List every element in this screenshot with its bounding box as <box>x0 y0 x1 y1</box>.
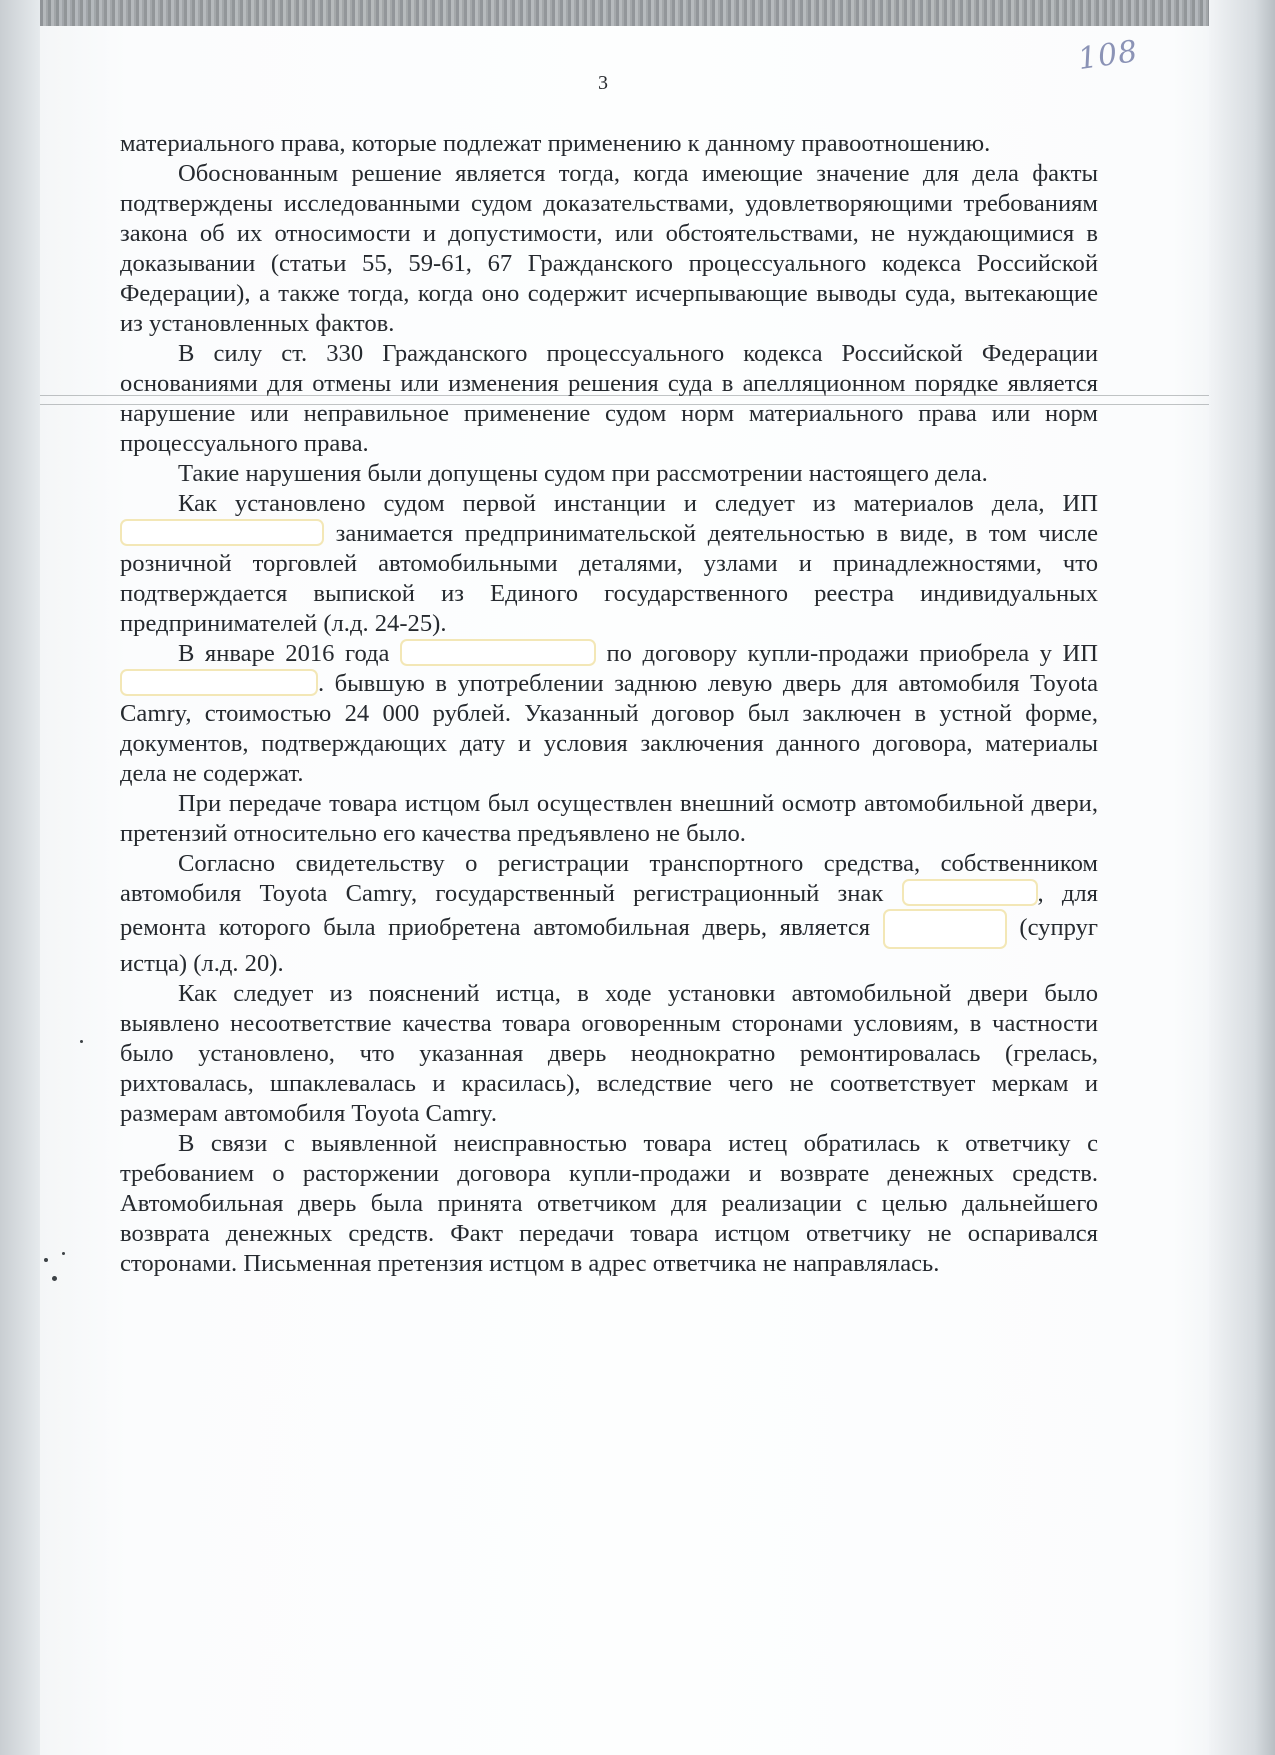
paragraph: При передаче товара истцом был осуществлен внешний осмотр автомобильной двери, претензий относительно его качества предъявлено не было. <box>120 790 1098 847</box>
scan-speck <box>62 1252 65 1255</box>
scan-speck <box>80 1040 83 1043</box>
scanner-top-edge <box>0 0 1275 26</box>
paragraph: материального права, которые подлежат применению к данному правоотношению. <box>120 130 991 157</box>
page-number: 3 <box>598 72 608 94</box>
paragraph: Такие нарушения были допущены судом при рассмотрении настоящего дела. <box>178 460 988 487</box>
paragraph: Обоснованным решение является тогда, когда имеющие значение для дела факты подтверждены исследованными судом доказательствами, удовлетворяющими требованиям закона об их относимости и допустимости, или обстоятельствами, не нуждающимися в доказывании (статьи 55, 59-61, 67 Гражданского процессуального кодекса Российской Федерации), а также тогда, когда оно содержит исчерпывающие выводы суда, вытекающие из установленных фактов. <box>120 160 1098 337</box>
redaction-box <box>120 669 318 696</box>
scanner-left-edge <box>0 0 40 1755</box>
paragraph: В силу ст. 330 Гражданского процессуального кодекса Российской Федерации основаниями для отмены или изменения решения суда в апелляционном порядке является нарушение или неправильное применение судом норм материального права или норм процессуального права. <box>120 340 1098 457</box>
redaction-box <box>883 909 1007 949</box>
scan-speck <box>44 1258 48 1262</box>
paragraph: Как следует из пояснений истца, в ходе установки автомобильной двери было выявлено несоответствие качества товара оговоренным сторонами условиям, в частности было установлено, что указанная дверь неоднократно ремонтировалась (грелась, рихтовалась, шпаклевалась и красилась), вследствие чего не соответствует меркам и размерам автомобиля Toyota Camry. <box>120 980 1098 1127</box>
redaction-box <box>902 879 1038 906</box>
paragraph: Согласно свидетельству о регистрации транспортного средства, собственником автомобиля Toyota Camry, государственный регистрационный знак , для ремонта которого была приобретена автомобильная дверь, является (супруг истца) (л.д. 20). <box>120 850 1098 977</box>
scanner-right-edge <box>1209 0 1275 1755</box>
redaction-box <box>120 519 324 546</box>
document-body <box>120 129 1098 1279</box>
paragraph: В январе 2016 года по договору купли-продажи приобрела у ИП . бывшую в употреблении заднюю левую дверь для автомобиля Toyota Camry, стоимостью 24 000 рублей. Указанный договор был заключен в устной форме, документов, подтверждающих дату и условия заключения данного договора, материалы дела не содержат. <box>120 640 1098 787</box>
scan-speck <box>52 1276 57 1281</box>
handwritten-sheet-number: 108 <box>1075 33 1141 78</box>
paragraph: В связи с выявленной неисправностью товара истец обратилась к ответчику с требованием о расторжении договора купли-продажи и возврате денежных средств. Автомобильная дверь была принята ответчиком для реализации с целью дальнейшего возврата денежных средств. Факт передачи товара истцом ответчику не оспаривался сторонами. Письменная претензия истцом в адрес ответчика не направлялась. <box>120 1130 1098 1277</box>
redaction-box <box>400 639 596 666</box>
paragraph: Как установлено судом первой инстанции и следует из материалов дела, ИП занимается предпринимательской деятельностью в виде, в том числе розничной торговлей автомобильными деталями, узлами и принадлежностями, что подтверждается выпиской из Единого государственного реестра индивидуальных предпринимателей (л.д. 24-25). <box>120 490 1098 637</box>
